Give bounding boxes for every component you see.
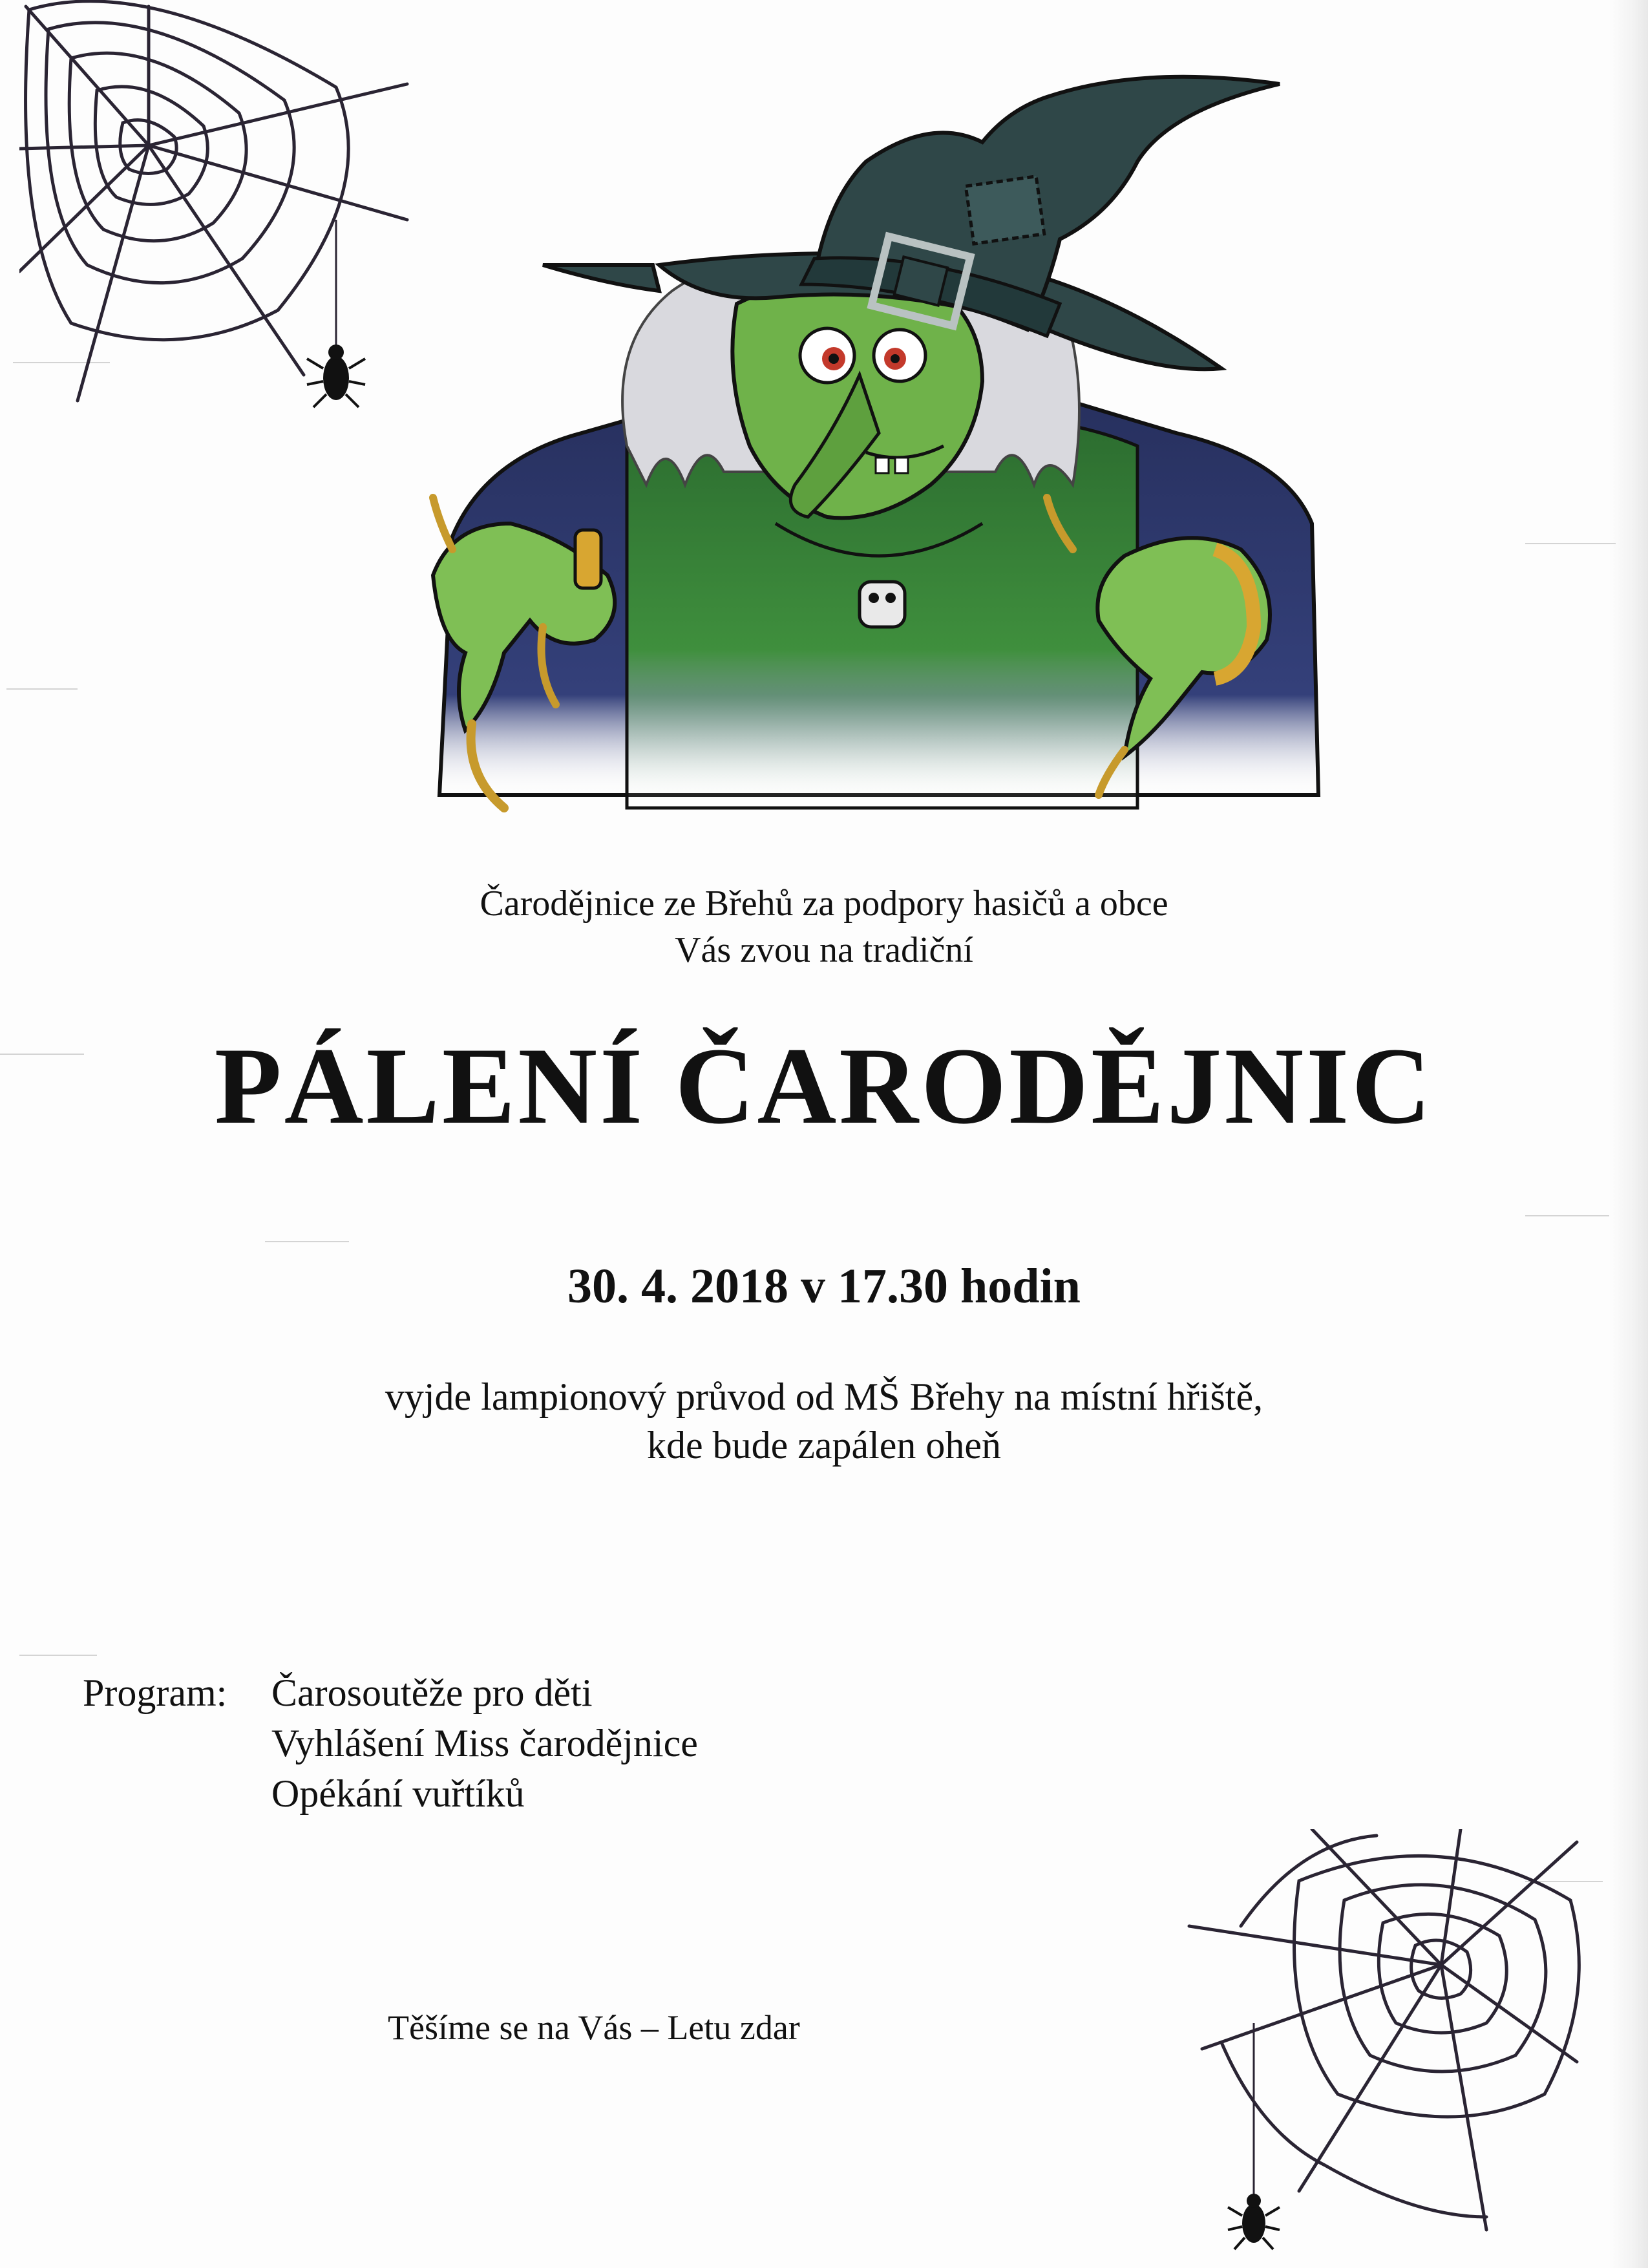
scan-mark <box>1525 543 1616 544</box>
event-datetime: 30. 4. 2018 v 17.30 hodin <box>567 1259 1081 1313</box>
program-list <box>271 1668 698 1819</box>
scan-mark <box>1525 1215 1609 1216</box>
procession-line-2: kde bude zapálen oheň <box>646 1424 1002 1467</box>
spider-web-icon <box>1183 1829 1583 2256</box>
invite-line-1: Čarodějnice ze Břehů za podpory hasičů a obce <box>480 884 1168 924</box>
procession-line-1: vyjde lampionový průvod od MŠ Břehy na místní hřiště, <box>385 1375 1263 1418</box>
program-item: Vyhlášení Miss čarodějnice <box>271 1722 698 1765</box>
invite-line-2: Vás zvou na tradiční <box>675 930 973 970</box>
program-item: Čarosoutěže pro děti <box>271 1671 593 1714</box>
spider-web-icon <box>19 0 420 420</box>
program-item: Opékání vuřtíků <box>271 1772 525 1815</box>
scan-mark <box>19 1655 97 1656</box>
scan-mark <box>6 688 78 690</box>
scan-mark <box>265 1241 349 1242</box>
program-label: Program: <box>83 1671 227 1714</box>
closing-line: Těšíme se na Vás – Letu zdar <box>388 2008 800 2047</box>
event-title: PÁLENÍ ČARODĚJNIC <box>214 1025 1434 1147</box>
witch-illustration <box>414 71 1344 827</box>
